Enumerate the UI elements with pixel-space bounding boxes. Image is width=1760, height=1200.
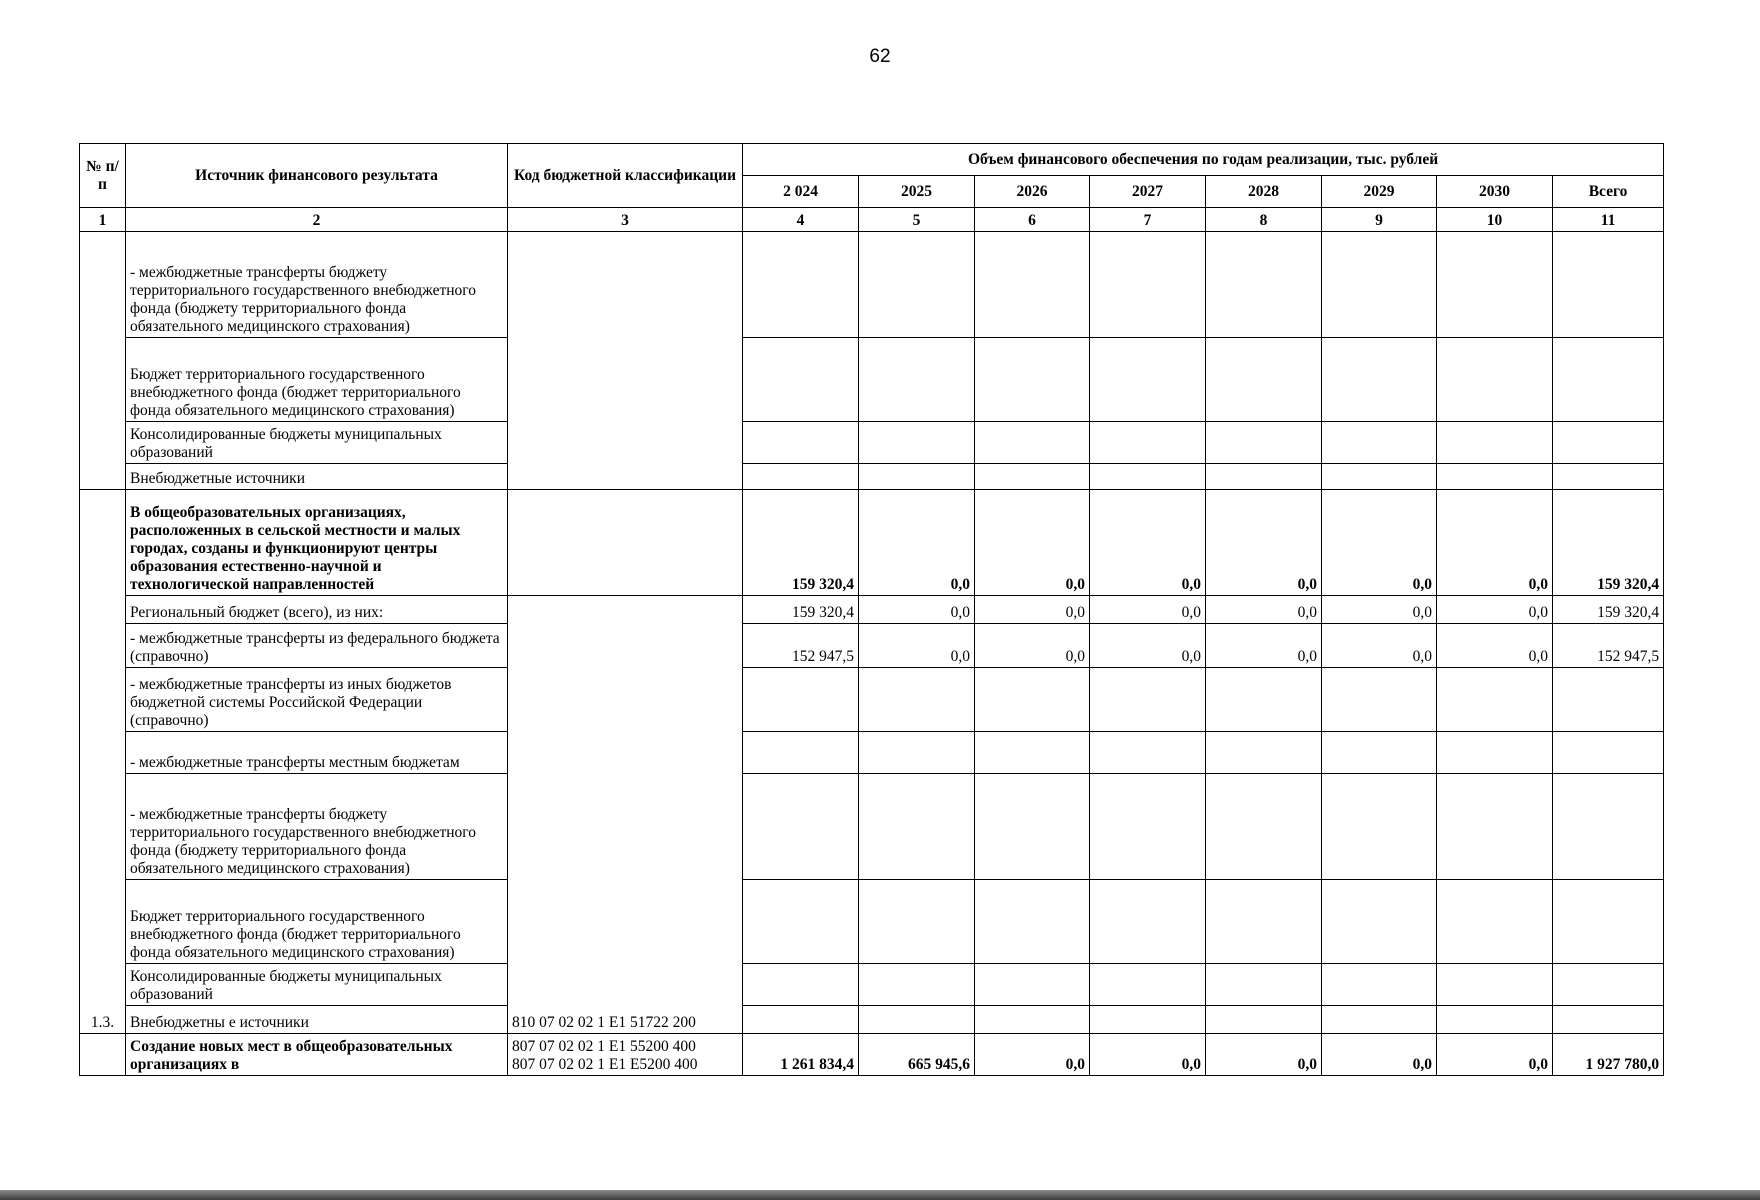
row-number-empty bbox=[80, 1034, 126, 1076]
value-cell: 0,0 bbox=[1322, 624, 1437, 668]
column-index: 5 bbox=[859, 208, 975, 232]
page-number: 62 bbox=[869, 46, 891, 67]
scan-edge-bar bbox=[0, 1190, 1760, 1200]
table-row bbox=[80, 338, 1664, 422]
table-row bbox=[80, 1034, 1664, 1076]
row-number-empty bbox=[80, 232, 126, 490]
value-cell: 0,0 bbox=[1090, 1034, 1206, 1076]
table-row bbox=[80, 880, 1664, 964]
source-label: - межбюджетные трансферты из иных бюджетов бюджетной системы Российской Федерации (справочно) bbox=[126, 668, 508, 732]
column-index: 7 bbox=[1090, 208, 1206, 232]
source-label: Консолидированные бюджеты муниципальных образований bbox=[126, 422, 508, 464]
value-cell: 0,0 bbox=[1437, 1034, 1553, 1076]
header-year: 2 024 bbox=[743, 176, 859, 208]
value-cell: 0,0 bbox=[1322, 490, 1437, 596]
table-row bbox=[80, 964, 1664, 1006]
total-cell: 159 320,4 bbox=[1553, 596, 1664, 624]
source-label: - межбюджетные трансферты местным бюджетам bbox=[126, 732, 508, 774]
total-cell: 152 947,5 bbox=[1553, 624, 1664, 668]
table-row bbox=[80, 422, 1664, 464]
value-cell: 0,0 bbox=[859, 596, 975, 624]
value-cell: 152 947,5 bbox=[743, 624, 859, 668]
table-row bbox=[80, 464, 1664, 490]
source-label: Региональный бюджет (всего), из них: bbox=[126, 596, 508, 624]
header-year: 2027 bbox=[1090, 176, 1206, 208]
value-cell: 0,0 bbox=[975, 1034, 1090, 1076]
value-cell: 0,0 bbox=[1090, 596, 1206, 624]
header-year: 2028 bbox=[1206, 176, 1322, 208]
header-year: 2025 bbox=[859, 176, 975, 208]
table-row bbox=[80, 732, 1664, 774]
budget-code bbox=[508, 1034, 743, 1076]
column-index: 6 bbox=[975, 208, 1090, 232]
value-cell: 0,0 bbox=[1437, 490, 1553, 596]
value-cell: 0,0 bbox=[1090, 624, 1206, 668]
event-title: Создание новых мест в общеобразовательных организациях в bbox=[126, 1034, 508, 1076]
value-cell: 0,0 bbox=[1437, 624, 1553, 668]
source-label: Бюджет территориального государственного внебюджетного фонда (бюджет территориального фонда обязательного медицинского страхования) bbox=[126, 880, 508, 964]
value-cell: 159 320,4 bbox=[743, 490, 859, 596]
value-cell: 0,0 bbox=[1206, 490, 1322, 596]
header-npp: № п/п bbox=[80, 144, 126, 208]
table-row bbox=[80, 668, 1664, 732]
source-label: - межбюджетные трансферты бюджету территориального государственного внебюджетного фонда (бюджету территориального фонда обязательного медицинского страхования) bbox=[126, 232, 508, 338]
table-row bbox=[80, 624, 1664, 668]
column-index: 3 bbox=[508, 208, 743, 232]
budget-code-line: 807 07 02 02 1 Е1 Е5200 400 bbox=[512, 1056, 698, 1074]
header-total: Всего bbox=[1553, 176, 1664, 208]
column-index-row bbox=[80, 208, 1664, 232]
header-year: 2030 bbox=[1437, 176, 1553, 208]
budget-code-empty bbox=[508, 232, 743, 490]
table-row bbox=[80, 1006, 1664, 1034]
value-cell: 0,0 bbox=[1322, 596, 1437, 624]
budget-code-empty bbox=[508, 490, 743, 596]
source-label: Внебюджетные источники bbox=[126, 464, 508, 490]
column-index: 4 bbox=[743, 208, 859, 232]
table-row bbox=[80, 232, 1664, 338]
event-title: В общеобразовательных организациях, расположенных в сельской местности и малых городах, созданы и функционируют центры образования естественно-научной и технологической направленностей bbox=[126, 490, 508, 596]
budget-code-line: 807 07 02 02 1 Е1 55200 400 bbox=[512, 1038, 696, 1056]
source-label: Бюджет территориального государственного внебюджетного фонда (бюджет территориального фонда обязательного медицинского страхования) bbox=[126, 338, 508, 422]
value-cell: 0,0 bbox=[859, 624, 975, 668]
value-cell: 0,0 bbox=[1206, 624, 1322, 668]
value-cell: 0,0 bbox=[975, 490, 1090, 596]
source-label: Внебюджетны е источники bbox=[126, 1006, 508, 1034]
column-index: 11 bbox=[1553, 208, 1664, 232]
header-year: 2029 bbox=[1322, 176, 1437, 208]
table-row bbox=[80, 774, 1664, 880]
value-cell: 0,0 bbox=[975, 624, 1090, 668]
value-cell: 1 261 834,4 bbox=[743, 1034, 859, 1076]
source-label: - межбюджетные трансферты из федерального бюджета (справочно) bbox=[126, 624, 508, 668]
value-cell: 665 945,6 bbox=[859, 1034, 975, 1076]
source-label: - межбюджетные трансферты бюджету территориального государственного внебюджетного фонда (бюджету территориального фонда обязательного медицинского страхования) bbox=[126, 774, 508, 880]
column-index: 9 bbox=[1322, 208, 1437, 232]
budget-code: 810 07 02 02 1 Е1 51722 200 bbox=[508, 596, 743, 1034]
table-row bbox=[80, 596, 1664, 624]
header-volume: Объем финансового обеспечения по годам реализации, тыс. рублей bbox=[743, 144, 1664, 176]
value-cell: 159 320,4 bbox=[743, 596, 859, 624]
column-index: 10 bbox=[1437, 208, 1553, 232]
value-cell: 0,0 bbox=[1206, 596, 1322, 624]
row-number: 1.3. bbox=[80, 490, 126, 1034]
value-cell: 0,0 bbox=[1090, 490, 1206, 596]
financing-table bbox=[79, 143, 1664, 1076]
value-cell: 0,0 bbox=[975, 596, 1090, 624]
value-cell: 0,0 bbox=[859, 490, 975, 596]
column-index: 8 bbox=[1206, 208, 1322, 232]
column-index: 1 bbox=[80, 208, 126, 232]
value-cell: 0,0 bbox=[1206, 1034, 1322, 1076]
header-source: Источник финансового результата bbox=[126, 144, 508, 208]
header-code: Код бюджетной классификации bbox=[508, 144, 743, 208]
table-row bbox=[80, 490, 1664, 596]
column-index: 2 bbox=[126, 208, 508, 232]
value-cell: 0,0 bbox=[1322, 1034, 1437, 1076]
total-cell: 159 320,4 bbox=[1553, 490, 1664, 596]
header-year: 2026 bbox=[975, 176, 1090, 208]
total-cell: 1 927 780,0 bbox=[1553, 1034, 1664, 1076]
source-label: Консолидированные бюджеты муниципальных образований bbox=[126, 964, 508, 1006]
value-cell: 0,0 bbox=[1437, 596, 1553, 624]
